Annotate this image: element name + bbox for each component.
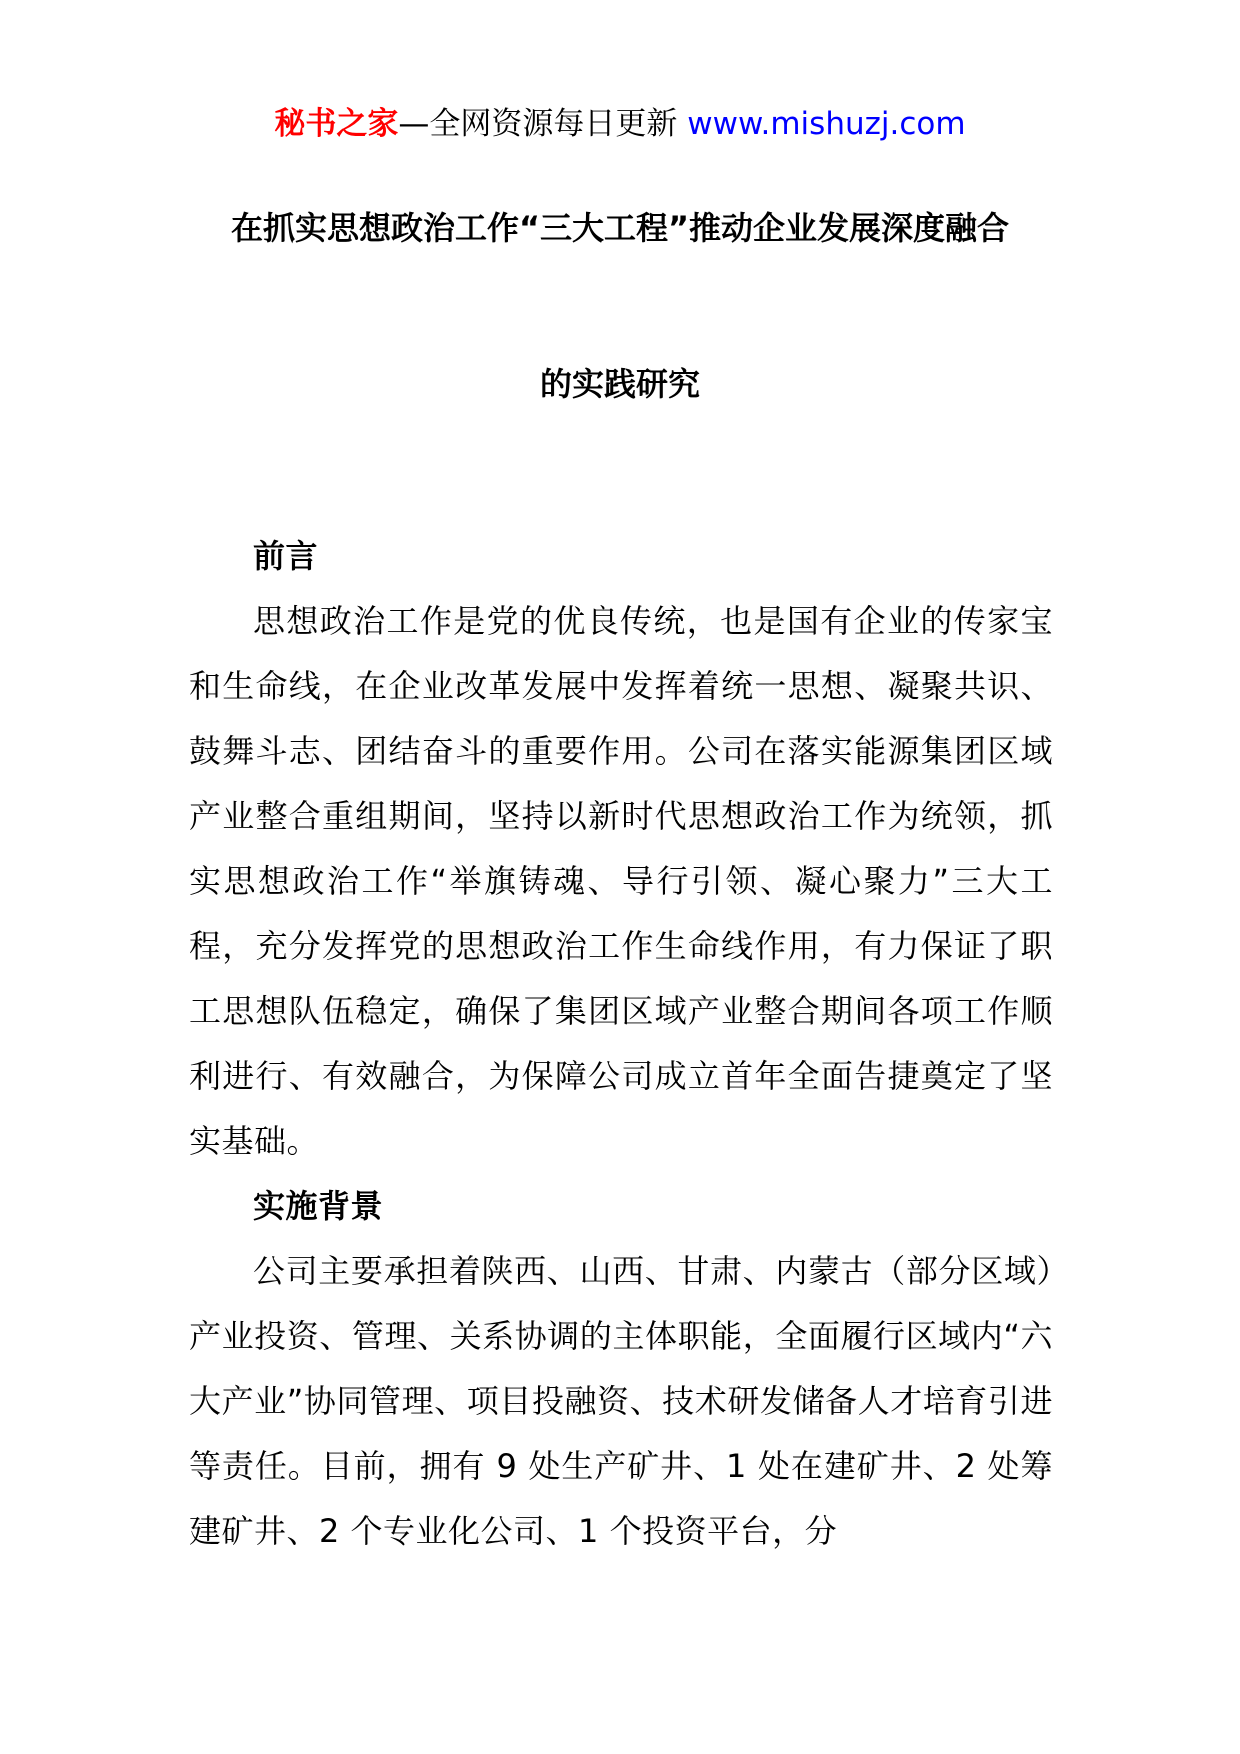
document-title-line-2: 的实践研究	[539, 365, 700, 403]
site-brand: 秘书之家	[274, 106, 399, 142]
site-tagline: —全网资源每日更新	[398, 106, 688, 142]
section-paragraph-background: 公司主要承担着陕西、山西、甘肃、内蒙古（部分区域）产业投资、管理、关系协调的主体职能，全面履行区域内“六大产业”协同管理、项目投融资、技术研发储备人才培育引进等责任。目前，拥有 9 处生产矿井、1 处在建矿井、2 处筹建矿井、2 个专业化公司、1 个投资平台，分	[189, 1252, 1053, 1550]
section-heading-background: 实施背景	[253, 1187, 384, 1225]
document-title-line-1: 在抓实思想政治工作“三大工程”推动企业发展深度融合	[230, 209, 1010, 247]
section-heading-preface: 前言	[253, 537, 319, 575]
site-header	[0, 102, 1240, 146]
section-paragraph-preface: 思想政治工作是党的优良传统，也是国有企业的传家宝和生命线，在企业改革发展中发挥着统一思想、凝聚共识、鼓舞斗志、团结奋斗的重要作用。公司在落实能源集团区域产业整合重组期间，坚持以新时代思想政治工作为统领，抓实思想政治工作“举旗铸魂、导行引领、凝心聚力”三大工程，充分发挥党的思想政治工作生命线作用，有力保证了职工思想队伍稳定，确保了集团区域产业整合期间各项工作顺利进行、有效融合，为保障公司成立首年全面告捷奠定了坚实基础。	[189, 602, 1053, 1160]
document-body	[189, 524, 1053, 1564]
site-url-link[interactable]: www.mishuzj.com	[687, 106, 966, 142]
